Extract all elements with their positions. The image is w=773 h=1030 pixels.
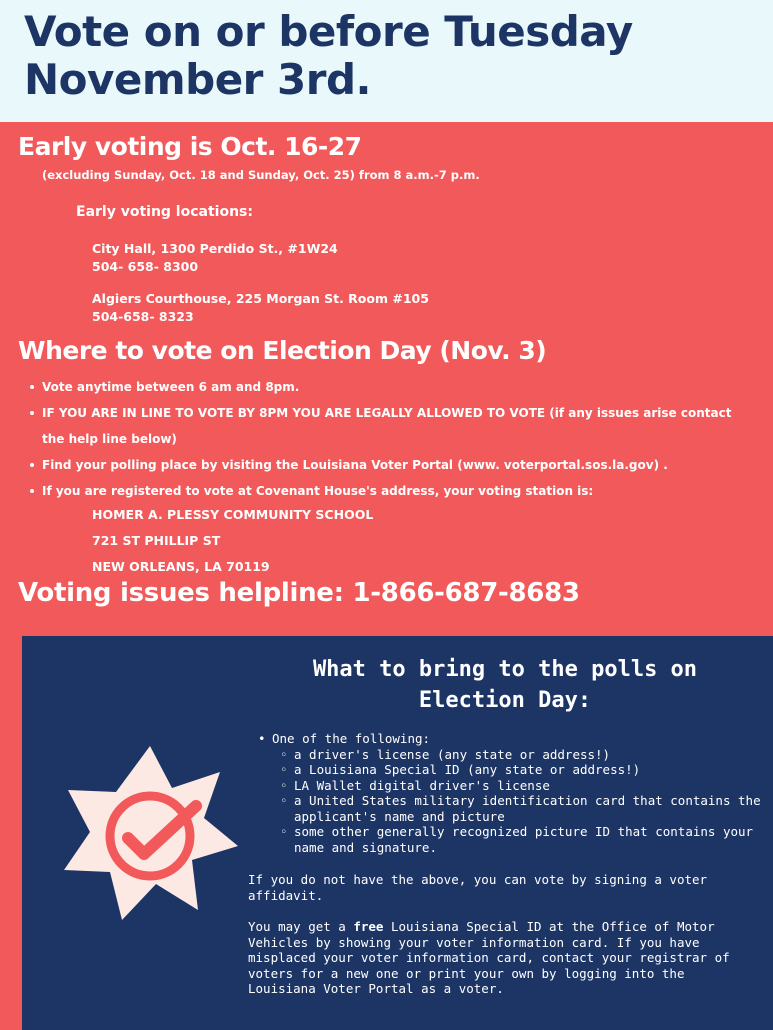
list-item: ◦ some other generally recognized picture ID that contains your name and signature. bbox=[254, 824, 764, 855]
id-list bbox=[254, 731, 764, 855]
what-to-bring-section bbox=[22, 636, 773, 1030]
special-id-free: free bbox=[353, 919, 384, 934]
polling-address bbox=[92, 502, 373, 580]
location-2 bbox=[92, 290, 429, 326]
location-2-phone: 504-658- 8323 bbox=[92, 309, 194, 324]
address-line: HOMER A. PLESSY COMMUNITY SCHOOL bbox=[92, 507, 374, 522]
check-badge-icon bbox=[60, 742, 240, 922]
list-item: IF YOU ARE IN LINE TO VOTE BY 8PM YOU ARE LEGALLY ALLOWED TO VOTE (if any issues arise contact the help line below) bbox=[28, 400, 758, 452]
early-voting-title: Early voting is Oct. 16-27 bbox=[18, 132, 362, 161]
list-item: Find your polling place by visiting the Louisiana Voter Portal (www. voterportal.sos.la.gov) . bbox=[28, 452, 758, 478]
early-voting-note: (excluding Sunday, Oct. 18 and Sunday, Oct. 25) from 8 a.m.-7 p.m. bbox=[42, 168, 480, 182]
title-line-1: Vote on or before Tuesday bbox=[24, 7, 633, 56]
special-id-note bbox=[248, 919, 758, 997]
address-line: NEW ORLEANS, LA 70119 bbox=[92, 559, 270, 574]
special-id-pre: You may get a bbox=[248, 919, 354, 934]
affidavit-note: If you do not have the above, you can vote by signing a voter affidavit. bbox=[248, 872, 708, 903]
list-item: ◦ LA Wallet digital driver's license bbox=[254, 778, 764, 794]
header-banner bbox=[0, 0, 773, 122]
list-item: Vote anytime between 6 am and 8pm. bbox=[28, 374, 758, 400]
location-1-name: City Hall, 1300 Perdido St., #1W24 bbox=[92, 241, 338, 256]
election-day-title: Where to vote on Election Day (Nov. 3) bbox=[18, 336, 547, 365]
location-2-name: Algiers Courthouse, 225 Morgan St. Room #105 bbox=[92, 291, 429, 306]
location-1 bbox=[92, 240, 338, 276]
list-item: If you are registered to vote at Covenant House's address, your voting station is: bbox=[28, 478, 758, 504]
location-1-phone: 504- 658- 8300 bbox=[92, 259, 199, 274]
list-item: ◦ a United States military identification card that contains the applicant's name and picture bbox=[254, 793, 764, 824]
list-item: ◦ a Louisiana Special ID (any state or address!) bbox=[254, 762, 764, 778]
early-voting-section bbox=[0, 122, 773, 636]
election-day-list bbox=[28, 374, 758, 504]
title-line-2: November 3rd. bbox=[24, 55, 371, 104]
bring-title: What to bring to the polls on Election Day: bbox=[312, 657, 698, 713]
address-line: 721 ST PHILLIP ST bbox=[92, 533, 221, 548]
locations-heading: Early voting locations: bbox=[76, 204, 253, 220]
special-id-post: Louisiana Special ID at the Office of Motor Vehicles by showing your voter information card. If you have misplaced your voter information card, contact your registrar of voters for a new one or print your own by logging into the Louisiana Voter Portal as a voter. bbox=[248, 919, 730, 996]
helpline-text: Voting issues helpline: 1-866-687-8683 bbox=[18, 578, 580, 608]
list-item: ◦ a driver's license (any state or address!) bbox=[254, 747, 764, 763]
list-intro: • One of the following: bbox=[254, 731, 764, 747]
page-title bbox=[24, 8, 633, 104]
